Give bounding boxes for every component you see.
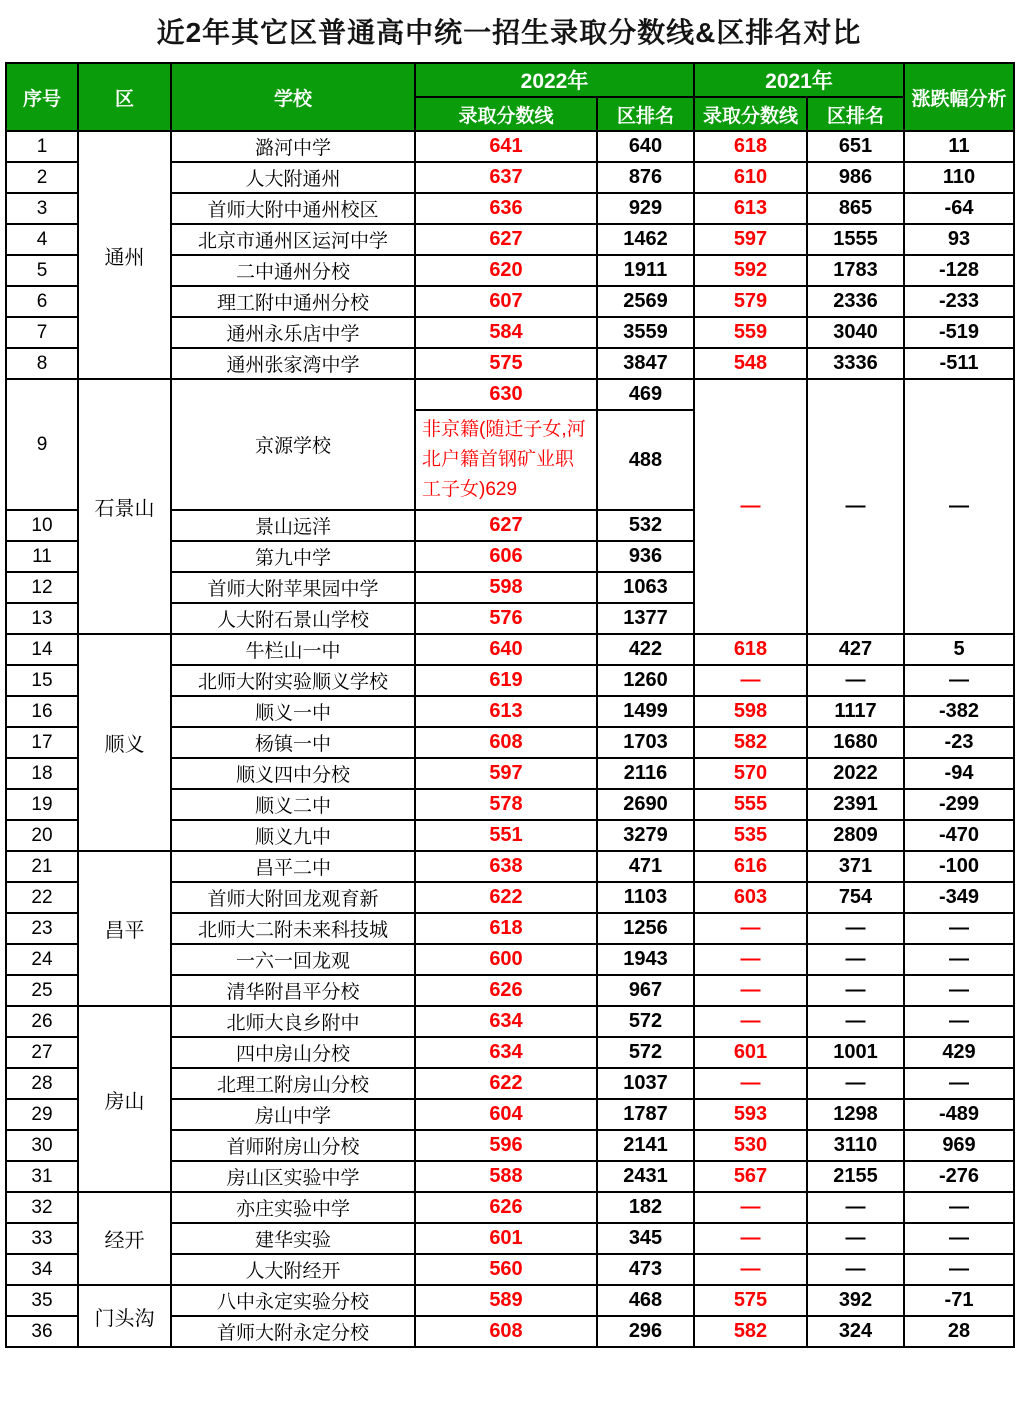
table-row [6,1006,1014,1037]
cell-rank-2021: — [807,1254,904,1285]
cell-rank-2021: 1555 [807,224,904,255]
cell-rank-2021: 3336 [807,348,904,379]
cell-rank-2021: 986 [807,162,904,193]
cell-rank-2022: 532 [597,510,694,541]
cell-rank-2021: 2022 [807,758,904,789]
cell-school: 顺义一中 [171,696,415,727]
cell-rank-2021: 754 [807,882,904,913]
cell-score-2022: 597 [415,758,597,789]
cell-no: 31 [6,1161,78,1192]
cell-rank-2021: 1117 [807,696,904,727]
cell-rank-2022: 1499 [597,696,694,727]
table-row [6,851,1014,882]
cell-school: 人大附通州 [171,162,415,193]
cell-score-2021: 582 [694,727,807,758]
col-header-year-2022: 2022年 [415,63,694,97]
table-body [6,131,1014,1347]
cell-rank-2022: 468 [597,1285,694,1316]
cell-change: — [904,1192,1014,1223]
cell-rank-2022: 3559 [597,317,694,348]
cell-rank-2022: 1256 [597,913,694,944]
cell-rank-2021: 865 [807,193,904,224]
cell-no: 35 [6,1285,78,1316]
cell-school: 亦庄实验中学 [171,1192,415,1223]
table-header [6,63,1014,131]
cell-rank-2022: 488 [597,410,694,510]
cell-school: 首师大附中通州校区 [171,193,415,224]
cell-change: 429 [904,1037,1014,1068]
col-header-change: 涨跌幅分析 [904,63,1014,131]
cell-school: 四中房山分校 [171,1037,415,1068]
cell-change: — [904,1254,1014,1285]
cell-rank-2021: — [807,1223,904,1254]
cell-school: 房山区实验中学 [171,1161,415,1192]
table-row [6,634,1014,665]
cell-change: — [904,1006,1014,1037]
cell-district: 门头沟 [78,1285,171,1347]
cell-score-2021: 548 [694,348,807,379]
cell-school: 昌平二中 [171,851,415,882]
cell-change: -489 [904,1099,1014,1130]
cell-change: — [904,1068,1014,1099]
cell-no: 16 [6,696,78,727]
cell-rank-2022: 1462 [597,224,694,255]
cell-rank-2021: 1783 [807,255,904,286]
cell-score-2022: 601 [415,1223,597,1254]
cell-change: -519 [904,317,1014,348]
cell-no: 29 [6,1099,78,1130]
cell-rank-2022: 3847 [597,348,694,379]
cell-rank-2022: 422 [597,634,694,665]
cell-score-2021: 613 [694,193,807,224]
cell-no: 13 [6,603,78,634]
cell-rank-2022: 2431 [597,1161,694,1192]
cell-rank-2021: — [807,1192,904,1223]
cell-score-2022: 634 [415,1006,597,1037]
scores-table [5,62,1015,1348]
cell-score-2022: 630 [415,379,597,410]
cell-change: — [904,913,1014,944]
cell-no: 6 [6,286,78,317]
cell-score-2021: 593 [694,1099,807,1130]
cell-no: 4 [6,224,78,255]
cell-school: 八中永定实验分校 [171,1285,415,1316]
table-row [6,131,1014,162]
cell-no: 34 [6,1254,78,1285]
cell-score-2022: 598 [415,572,597,603]
cell-change: 5 [904,634,1014,665]
cell-rank-2022: 3279 [597,820,694,851]
cell-change: — [904,1223,1014,1254]
cell-school: 北京市通州区运河中学 [171,224,415,255]
cell-no: 5 [6,255,78,286]
cell-rank-2022: 936 [597,541,694,572]
cell-school: 杨镇一中 [171,727,415,758]
cell-school: 牛栏山一中 [171,634,415,665]
col-header-no: 序号 [6,63,78,131]
cell-score-2021: 559 [694,317,807,348]
cell-district: 通州 [78,131,171,379]
cell-school: 首师大附永定分校 [171,1316,415,1347]
cell-score-2022: 560 [415,1254,597,1285]
cell-no: 22 [6,882,78,913]
cell-score-2022: 634 [415,1037,597,1068]
cell-score-2022: 620 [415,255,597,286]
cell-school: 顺义二中 [171,789,415,820]
table-row [6,379,1014,410]
cell-rank-2022: 469 [597,379,694,410]
cell-rank-2021: 3110 [807,1130,904,1161]
cell-no: 2 [6,162,78,193]
cell-rank-2022: 345 [597,1223,694,1254]
cell-no: 1 [6,131,78,162]
cell-no: 32 [6,1192,78,1223]
cell-no: 9 [6,379,78,510]
cell-rank-2022: 876 [597,162,694,193]
cell-rank-2022: 2116 [597,758,694,789]
cell-score-2021: — [694,975,807,1006]
cell-score-2021: 618 [694,131,807,162]
cell-rank-2021: 1001 [807,1037,904,1068]
cell-score-2022: 622 [415,1068,597,1099]
cell-district: 房山 [78,1006,171,1192]
cell-district: 经开 [78,1192,171,1285]
cell-rank-2021: — [807,1068,904,1099]
cell-school: 清华附昌平分校 [171,975,415,1006]
cell-rank-2022: 1103 [597,882,694,913]
cell-school: 北师大附实验顺义学校 [171,665,415,696]
cell-score-2022: 627 [415,224,597,255]
cell-rank-2021: — [807,665,904,696]
cell-score-2021: 555 [694,789,807,820]
cell-change: -511 [904,348,1014,379]
cell-score-2021: 530 [694,1130,807,1161]
col-header-district: 区 [78,63,171,131]
cell-change: -100 [904,851,1014,882]
cell-change: -299 [904,789,1014,820]
cell-score-2022: 626 [415,975,597,1006]
cell-no: 21 [6,851,78,882]
cell-rank-2021: 2336 [807,286,904,317]
cell-score-2021: 618 [694,634,807,665]
cell-district: 顺义 [78,634,171,851]
cell-score-2021: 597 [694,224,807,255]
cell-school: 人大附石景山学校 [171,603,415,634]
cell-score-2022: 608 [415,727,597,758]
cell-school: 北理工附房山分校 [171,1068,415,1099]
cell-score-2022: 627 [415,510,597,541]
cell-school: 二中通州分校 [171,255,415,286]
table-row [6,1285,1014,1316]
cell-score-2022: 578 [415,789,597,820]
cell-no: 23 [6,913,78,944]
cell-rank-2021: 651 [807,131,904,162]
cell-school: 京源学校 [171,379,415,510]
cell-change: 969 [904,1130,1014,1161]
cell-rank-2022: 296 [597,1316,694,1347]
cell-score-2022: 596 [415,1130,597,1161]
cell-rank-2022: 572 [597,1006,694,1037]
cell-rank-2022: 473 [597,1254,694,1285]
cell-no: 28 [6,1068,78,1099]
cell-score-2021: 535 [694,820,807,851]
cell-score-2022: 551 [415,820,597,851]
cell-score-2022: 588 [415,1161,597,1192]
cell-change: 11 [904,131,1014,162]
cell-change: -94 [904,758,1014,789]
cell-no: 17 [6,727,78,758]
cell-score-2021: 570 [694,758,807,789]
cell-school: 第九中学 [171,541,415,572]
cell-score-2021: 592 [694,255,807,286]
cell-school: 建华实验 [171,1223,415,1254]
cell-rank-2022: 1911 [597,255,694,286]
cell-no: 14 [6,634,78,665]
cell-score-2022: 600 [415,944,597,975]
cell-change: 110 [904,162,1014,193]
cell-school: 理工附中通州分校 [171,286,415,317]
cell-rank-2022: 1703 [597,727,694,758]
cell-score-2022: 589 [415,1285,597,1316]
cell-change: — [904,944,1014,975]
cell-rank-2021: — [807,1006,904,1037]
cell-score-2021: 567 [694,1161,807,1192]
cell-score-2022: 非京籍(随迁子女,河北户籍首钢矿业职工子女)629 [415,410,597,510]
page-title: 近2年其它区普通高中统一招生录取分数线&区排名对比 [156,17,862,48]
cell-rank-2021: 1680 [807,727,904,758]
cell-score-2021: — [694,1254,807,1285]
cell-score-2022: 613 [415,696,597,727]
cell-change: 93 [904,224,1014,255]
cell-rank-2021: 2391 [807,789,904,820]
cell-school: 通州永乐店中学 [171,317,415,348]
cell-rank-2022: 2569 [597,286,694,317]
cell-change: -470 [904,820,1014,851]
cell-school: 房山中学 [171,1099,415,1130]
cell-score-2021: 579 [694,286,807,317]
cell-score-2021: — [694,913,807,944]
cell-score-2022: 608 [415,1316,597,1347]
cell-no: 27 [6,1037,78,1068]
cell-score-2022: 636 [415,193,597,224]
cell-score-2021: 598 [694,696,807,727]
cell-score-2021: — [694,665,807,696]
cell-rank-2022: 1377 [597,603,694,634]
cell-change: — [904,379,1014,634]
cell-score-2021: — [694,1192,807,1223]
cell-score-2021: 601 [694,1037,807,1068]
cell-score-2021: — [694,1223,807,1254]
cell-rank-2022: 640 [597,131,694,162]
col-header-score-2022: 录取分数线 [415,97,597,131]
cell-rank-2022: 1943 [597,944,694,975]
cell-district: 石景山 [78,379,171,634]
cell-change: — [904,975,1014,1006]
cell-rank-2021: — [807,913,904,944]
cell-school: 北师大二附未来科技城 [171,913,415,944]
cell-change: -128 [904,255,1014,286]
cell-no: 10 [6,510,78,541]
cell-rank-2022: 929 [597,193,694,224]
cell-no: 20 [6,820,78,851]
cell-score-2022: 576 [415,603,597,634]
cell-no: 11 [6,541,78,572]
cell-score-2022: 626 [415,1192,597,1223]
cell-score-2021: 575 [694,1285,807,1316]
col-header-school: 学校 [171,63,415,131]
cell-rank-2022: 2690 [597,789,694,820]
cell-change: -349 [904,882,1014,913]
cell-score-2022: 618 [415,913,597,944]
cell-rank-2021: 3040 [807,317,904,348]
cell-score-2022: 604 [415,1099,597,1130]
cell-score-2022: 575 [415,348,597,379]
cell-change: -233 [904,286,1014,317]
cell-change: -23 [904,727,1014,758]
col-header-year-2021: 2021年 [694,63,904,97]
cell-district: 昌平 [78,851,171,1006]
col-header-rank-2021: 区排名 [807,97,904,131]
cell-score-2022: 584 [415,317,597,348]
cell-rank-2022: 1037 [597,1068,694,1099]
cell-no: 33 [6,1223,78,1254]
cell-score-2021: — [694,1068,807,1099]
cell-score-2022: 637 [415,162,597,193]
cell-rank-2022: 1260 [597,665,694,696]
cell-rank-2022: 471 [597,851,694,882]
cell-school: 顺义四中分校 [171,758,415,789]
cell-score-2022: 606 [415,541,597,572]
cell-rank-2022: 967 [597,975,694,1006]
cell-score-2021: 603 [694,882,807,913]
cell-score-2021: — [694,379,807,634]
cell-no: 12 [6,572,78,603]
cell-score-2021: 610 [694,162,807,193]
cell-no: 36 [6,1316,78,1347]
cell-rank-2021: 392 [807,1285,904,1316]
cell-change: -276 [904,1161,1014,1192]
cell-rank-2021: 371 [807,851,904,882]
cell-rank-2021: 2155 [807,1161,904,1192]
cell-rank-2021: — [807,379,904,634]
cell-change: -382 [904,696,1014,727]
cell-score-2022: 638 [415,851,597,882]
cell-school: 首师大附苹果园中学 [171,572,415,603]
cell-change: — [904,665,1014,696]
cell-score-2021: 616 [694,851,807,882]
cell-rank-2022: 2141 [597,1130,694,1161]
cell-no: 8 [6,348,78,379]
cell-no: 19 [6,789,78,820]
cell-school: 首师附房山分校 [171,1130,415,1161]
cell-score-2022: 640 [415,634,597,665]
cell-no: 18 [6,758,78,789]
cell-rank-2022: 1787 [597,1099,694,1130]
cell-school: 北师大良乡附中 [171,1006,415,1037]
cell-rank-2021: 1298 [807,1099,904,1130]
cell-score-2022: 622 [415,882,597,913]
cell-rank-2021: 324 [807,1316,904,1347]
col-header-score-2021: 录取分数线 [694,97,807,131]
cell-rank-2022: 182 [597,1192,694,1223]
cell-no: 26 [6,1006,78,1037]
cell-rank-2021: 2809 [807,820,904,851]
cell-rank-2022: 572 [597,1037,694,1068]
cell-school: 景山远洋 [171,510,415,541]
cell-score-2021: 582 [694,1316,807,1347]
cell-no: 30 [6,1130,78,1161]
cell-score-2022: 641 [415,131,597,162]
cell-no: 3 [6,193,78,224]
cell-school: 潞河中学 [171,131,415,162]
cell-score-2022: 607 [415,286,597,317]
cell-rank-2022: 1063 [597,572,694,603]
cell-change: 28 [904,1316,1014,1347]
cell-change: -64 [904,193,1014,224]
cell-school: 人大附经开 [171,1254,415,1285]
cell-score-2021: — [694,944,807,975]
cell-no: 7 [6,317,78,348]
col-header-rank-2022: 区排名 [597,97,694,131]
cell-no: 25 [6,975,78,1006]
cell-rank-2021: 427 [807,634,904,665]
cell-school: 首师大附回龙观育新 [171,882,415,913]
cell-score-2022: 619 [415,665,597,696]
cell-school: 通州张家湾中学 [171,348,415,379]
cell-change: -71 [904,1285,1014,1316]
cell-no: 15 [6,665,78,696]
cell-school: 一六一回龙观 [171,944,415,975]
cell-score-2021: — [694,1006,807,1037]
cell-rank-2021: — [807,944,904,975]
cell-rank-2021: — [807,975,904,1006]
table-row [6,1192,1014,1223]
header-row-1 [6,63,1014,97]
cell-school: 顺义九中 [171,820,415,851]
cell-no: 24 [6,944,78,975]
